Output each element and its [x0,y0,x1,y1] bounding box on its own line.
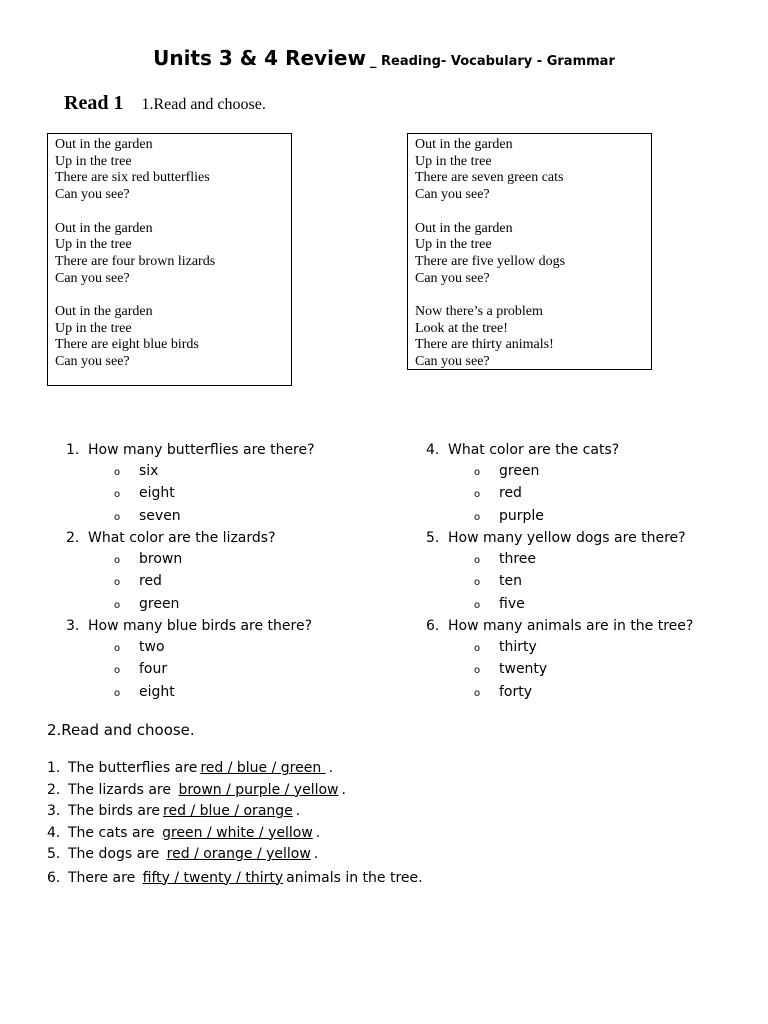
question-number: 5. [426,530,440,546]
choice-options[interactable]: red / blue / orange [163,803,293,819]
question-item [66,440,315,461]
sentence-item [47,823,423,845]
title-main: Units 3 & 4 Review [153,46,366,70]
option-bullet-icon: o [114,642,121,654]
question-item [66,616,315,637]
question-text: What color are the lizards? [88,530,276,546]
option-label: forty [499,683,533,700]
poem-line: There are eight blue birds [55,337,199,353]
poem-line: Can you see? [415,187,490,203]
sentence-item [47,758,423,780]
option-label: purple [499,507,544,524]
poem-line: Out in the garden [415,137,513,152]
option-label: six [139,462,159,479]
poem-line: Can you see? [415,354,490,370]
poem-line: Out in the garden [55,137,153,152]
option-bullet-icon: o [474,511,481,523]
question-item [66,528,315,549]
answer-option[interactable] [426,594,693,617]
answer-option[interactable] [426,461,693,484]
question-text: How many yellow dogs are there? [448,530,686,546]
option-bullet-icon: o [114,687,121,699]
poem-line: There are four brown lizards [55,253,216,269]
option-bullet-icon: o [474,599,481,611]
option-label: eight [139,683,175,700]
answer-option[interactable] [426,483,693,506]
answer-option[interactable] [66,549,315,572]
poem-line: Up in the tree [55,320,132,336]
option-label: thirty [499,638,537,655]
answer-option[interactable] [66,594,315,617]
sentence-number: 5. [47,846,61,862]
sentence-ending: . [313,846,319,862]
poem-stanza [55,221,291,288]
option-label: two [139,638,165,655]
option-label: four [139,661,168,677]
poem-line: Look at the tree! [415,320,508,336]
option-label: green [139,595,180,612]
sentence-text: The lizards are [68,781,176,798]
question-number: 1. [66,442,80,458]
option-bullet-icon: o [114,466,121,478]
choice-options[interactable]: fifty / twenty / thirty [142,869,284,886]
questions-left-column [66,440,315,704]
option-bullet-icon: o [114,599,121,611]
part2-sentence-list [47,758,423,889]
sentence-number: 2. [47,781,61,798]
poem-line: Up in the tree [55,153,132,169]
poem-line: There are six red butterflies [55,170,210,186]
option-bullet-icon: o [474,687,481,699]
sentence-ending: . [341,781,346,798]
poem-line: Can you see? [55,354,130,370]
sentence-number: 3. [47,803,61,819]
poem-line: Can you see? [55,270,130,286]
answer-option[interactable] [426,549,693,572]
poem-line: Now there’s a problem [415,304,543,319]
option-bullet-icon: o [114,554,121,566]
sentence-text: The dogs are [68,846,164,862]
sentence-ending: animals in the tree. [286,869,423,886]
sentence-ending: . [295,803,301,819]
poem-line: Up in the tree [55,237,132,253]
option-label: three [499,550,537,567]
option-bullet-icon: o [474,577,481,588]
answer-option[interactable] [426,506,693,529]
question-number: 6. [426,618,440,634]
poem-line: There are five yellow dogs [415,253,566,269]
question-number: 2. [66,530,80,546]
sentence-ending: . [315,824,321,841]
answer-option[interactable] [426,659,693,682]
answer-option[interactable] [426,571,693,594]
poem-box-right [407,133,652,370]
poem-line: There are seven green cats [415,170,564,186]
sentence-number: 6. [47,869,61,886]
sentence-number: 4. [47,824,61,841]
poem-stanza [55,304,291,371]
option-bullet-icon: o [474,554,481,566]
poem-line: There are thirty animals! [415,337,554,353]
answer-option[interactable] [66,506,315,529]
poem-box-left [47,133,292,386]
question-item [426,440,693,461]
sentence-text: There are [68,869,140,886]
choice-options[interactable]: green / white / yellow [162,824,313,841]
question-text: What color are the cats? [448,442,620,458]
option-label: red [499,485,522,501]
option-label: eight [139,485,175,501]
question-number: 4. [426,442,440,458]
option-label: seven [139,507,181,524]
option-label: ten [499,573,522,589]
sentence-item [47,801,423,823]
question-text: How many butterflies are there? [88,442,315,458]
poem-line: Can you see? [415,270,490,286]
answer-option[interactable] [426,637,693,660]
option-bullet-icon: o [474,466,481,478]
sentence-number: 1. [47,760,61,776]
sentence-item [47,780,423,802]
questions-right-column [426,440,693,704]
option-bullet-icon: o [114,511,121,523]
answer-option[interactable] [66,571,315,594]
sentence-text: The butterflies are [68,760,198,776]
sentence-text: The cats are [68,824,160,841]
answer-option[interactable] [66,461,315,484]
option-label: five [499,595,525,612]
sentence-item [47,844,423,866]
answer-option[interactable] [426,682,693,705]
option-bullet-icon: o [114,489,121,500]
poem-line: Out in the garden [55,220,153,236]
read1-heading [64,92,266,115]
option-label: twenty [499,661,548,677]
poem-line: Up in the tree [415,153,492,169]
title-sub: _ Reading- Vocabulary - Grammar [369,54,615,69]
answer-option[interactable] [66,659,315,682]
worksheet-title [0,46,768,70]
question-text: How many animals are in the tree? [448,618,694,634]
sentence-item [47,868,423,890]
question-item [426,528,693,549]
option-label: brown [139,550,183,567]
option-bullet-icon: o [474,489,481,500]
option-bullet-icon: o [474,642,481,654]
answer-option[interactable] [66,483,315,506]
poem-stanza [415,304,651,371]
question-number: 3. [66,618,80,634]
choice-options[interactable]: red / blue / green [200,760,326,776]
poem-line: Out in the garden [55,304,153,319]
option-label: green [499,462,540,479]
read1-instruction: 1.Read and choose. [141,96,266,113]
part2-heading: 2.Read and choose. [47,721,195,739]
poem-stanza [415,137,651,204]
choice-options[interactable]: brown / purple / yellow [178,781,339,798]
question-text: How many blue birds are there? [88,618,313,634]
option-bullet-icon: o [474,665,481,676]
option-bullet-icon: o [114,577,121,588]
answer-option[interactable] [66,637,315,660]
read1-label: Read 1 [64,92,124,114]
poem-stanza [55,137,291,204]
poem-line: Can you see? [55,187,130,203]
choice-options[interactable]: red / orange / yellow [166,846,311,862]
question-item [426,616,693,637]
sentence-text: The birds are [68,803,161,819]
sentence-ending: . [328,760,334,776]
poem-line: Out in the garden [415,220,513,236]
poem-line: Up in the tree [415,237,492,253]
option-bullet-icon: o [114,665,121,676]
poem-stanza [415,221,651,288]
answer-option[interactable] [66,682,315,705]
option-label: red [139,573,162,589]
